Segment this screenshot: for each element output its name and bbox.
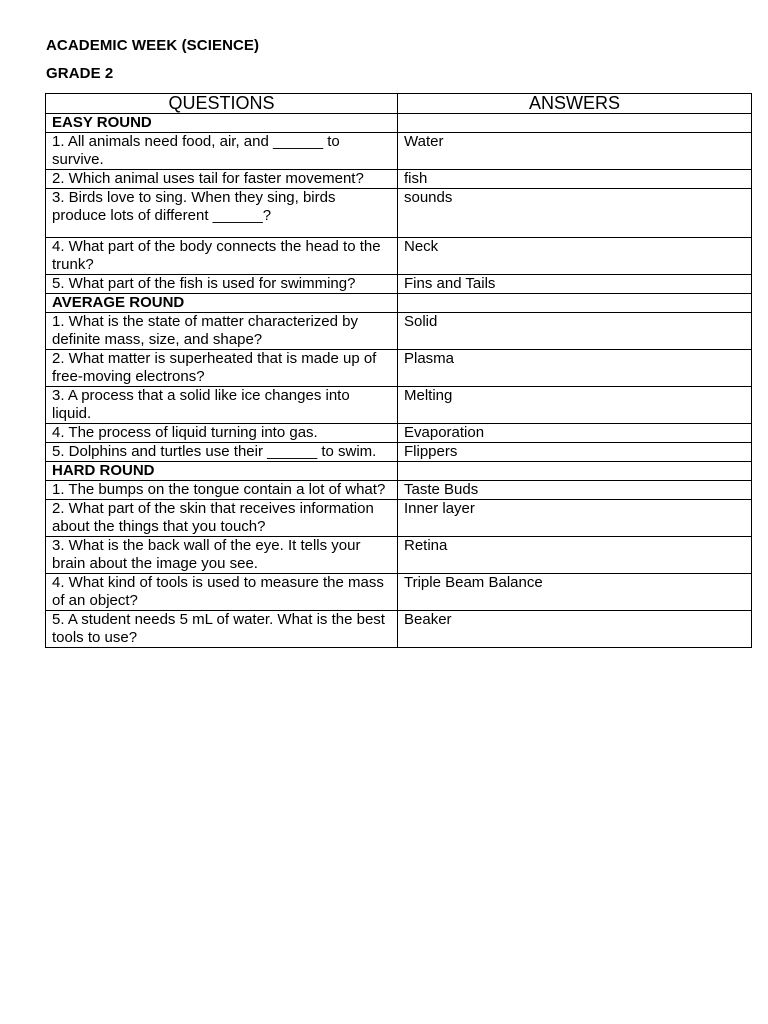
question-cell: 1. What is the state of matter characterized by definite mass, size, and shape? — [46, 313, 398, 350]
answer-cell: Neck — [398, 238, 752, 275]
round-header-row — [46, 462, 752, 481]
answer-cell: Solid — [398, 313, 752, 350]
table-row — [46, 443, 752, 462]
question-cell: 5. Dolphins and turtles use their ______ to swim. — [46, 443, 398, 462]
table-row — [46, 238, 752, 275]
answers-column-header: ANSWERS — [398, 94, 752, 114]
question-cell: 4. What kind of tools is used to measure the mass of an object? — [46, 574, 398, 611]
table-row — [46, 500, 752, 537]
question-cell: 5. What part of the fish is used for swimming? — [46, 275, 398, 294]
answer-cell: Water — [398, 133, 752, 170]
table-row — [46, 275, 752, 294]
question-cell: 2. Which animal uses tail for faster movement? — [46, 170, 398, 189]
table-row — [46, 574, 752, 611]
round-header-row — [46, 294, 752, 313]
question-cell: 1. All animals need food, air, and ______ to survive. — [46, 133, 398, 170]
answer-cell: Triple Beam Balance — [398, 574, 752, 611]
table-row — [46, 424, 752, 443]
round-label-easy: EASY ROUND — [46, 114, 398, 133]
table-row — [46, 537, 752, 574]
question-cell: 1. The bumps on the tongue contain a lot of what? — [46, 481, 398, 500]
answer-cell: Retina — [398, 537, 752, 574]
question-cell: 3. What is the back wall of the eye. It tells your brain about the image you see. — [46, 537, 398, 574]
answer-cell: Taste Buds — [398, 481, 752, 500]
question-cell: 4. What part of the body connects the head to the trunk? — [46, 238, 398, 275]
table-row — [46, 313, 752, 350]
round-header-row — [46, 114, 752, 133]
question-cell: 2. What part of the skin that receives information about the things that you touch? — [46, 500, 398, 537]
round-label-hard: HARD ROUND — [46, 462, 398, 481]
table-row — [46, 189, 752, 238]
table-row — [46, 387, 752, 424]
table-row — [46, 481, 752, 500]
answer-cell: Fins and Tails — [398, 275, 752, 294]
question-cell: 5. A student needs 5 mL of water. What is the best tools to use? — [46, 611, 398, 648]
answer-cell: Evaporation — [398, 424, 752, 443]
table-header-row — [46, 94, 752, 114]
answer-cell: Inner layer — [398, 500, 752, 537]
table-row — [46, 170, 752, 189]
table-row — [46, 133, 752, 170]
document-title: ACADEMIC WEEK (SCIENCE) — [46, 37, 260, 54]
answer-cell: Plasma — [398, 350, 752, 387]
answer-cell: Flippers — [398, 443, 752, 462]
question-cell: 3. Birds love to sing. When they sing, birds produce lots of different ______? — [46, 189, 398, 238]
table-row — [46, 350, 752, 387]
answer-cell: sounds — [398, 189, 752, 238]
question-cell: 2. What matter is superheated that is made up of free-moving electrons? — [46, 350, 398, 387]
question-cell: 3. A process that a solid like ice changes into liquid. — [46, 387, 398, 424]
answer-cell: fish — [398, 170, 752, 189]
round-answer-empty — [398, 114, 752, 133]
round-answer-empty — [398, 294, 752, 313]
round-label-average: AVERAGE ROUND — [46, 294, 398, 313]
grade-label: GRADE 2 — [46, 65, 114, 82]
question-cell: 4. The process of liquid turning into gas. — [46, 424, 398, 443]
questions-column-header: QUESTIONS — [46, 94, 398, 114]
answer-cell: Melting — [398, 387, 752, 424]
round-answer-empty — [398, 462, 752, 481]
answer-cell: Beaker — [398, 611, 752, 648]
table-row — [46, 611, 752, 648]
questions-answers-table — [45, 93, 752, 648]
